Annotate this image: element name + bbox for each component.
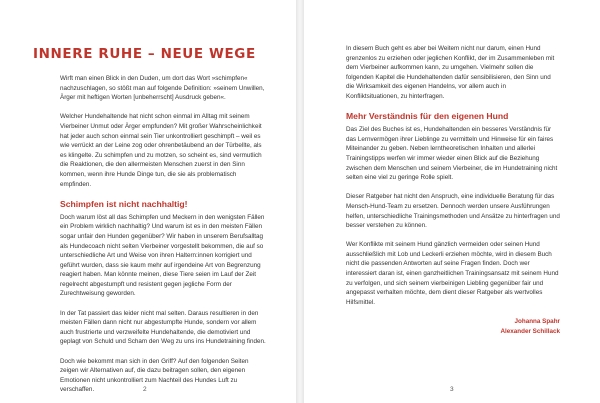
author-signature bbox=[346, 317, 560, 337]
author-name-2: Alexander Schillack bbox=[500, 328, 560, 336]
paragraph-3: Doch wie bekommt man sich in den Griff? Auf den folgenden Seiten zeigen wir Alternativen auf, die dazu beitragen sollen, den eigenen Emotionen nicht unkontrolliert zum Nachteil des Hundes Luft zu verschaffen. bbox=[60, 357, 249, 394]
author-name-1: Johanna Spahr bbox=[514, 318, 560, 326]
right-paragraph-1: In diesem Buch geht es aber bei Weitem nicht nur darum, einen Hund grenzenlos zu erziehen oder jeglichen Konflikt, der im Zusammenleben mit dem Vierbeiner aufkommen kann, zu umgehen. Vielmehr sollen die folgenden Kapitel die Hundehaltenden dafür sensibilisieren, den Sinn und die Wirksamkeit des eigenen Handelns, vor allem auch in Konfliktsituationen, zu hinterfragen. bbox=[346, 45, 555, 100]
right-paragraph-3: Dieser Ratgeber hat nicht den Anspruch, eine individuelle Beratung für das Mensch-Hund-Team zu ersetzen. Dennoch werden unsere Ausführungen helfen, unterschiedliche Trainingsmethoden und Ansätze zu hinterfragen und besser verstehen zu können. bbox=[346, 193, 560, 230]
chapter-title: INNERE RUHE – NEUE WEGE bbox=[33, 46, 256, 62]
right-paragraph-2: Das Ziel des Buches ist es, Hundehaltenden ein besseres Verständnis für das Lernvermögen ihrer Lieblinge zu vermitteln und Hinweise für ein faires Miteinander zu geben. Neben lerntheoretischen Inhalten und allerlei Trainingstipps werfen wir immer wieder einen Blick auf die Beziehung zwischen dem Menschen und seinem Vierbeiner, die im Hundetraining nicht selten eine viel zu geringe Rolle spielt. bbox=[346, 126, 558, 182]
paragraph-2: In der Tat passiert das leider nicht mal selten. Daraus resultieren in den meisten Fällen dann nicht nur abgestumpfte Hunde, sondern vor allem auch frustrierte und verzweifelte Hundehaltende, die demotiviert und geplagt von Schuld und Scham den Weg zu uns ins Hundetraining finden. bbox=[60, 309, 266, 346]
page-number-left: 2 bbox=[143, 386, 147, 393]
right-paragraph-4: Wer Konflikte mit seinem Hund gänzlich vermeiden oder seinen Hund ausschließlich mit Lob und Leckerli erziehen möchte, wird in diesem Buch nicht die passenden Antworten auf seine Fragen finden. Doch wer interessiert daran ist, einen ganzheitlichen Trainingsansatz mit seinem Hund zu verfolgen, und sich seinem vierbeinigen Liebling gegenüber fair und angepasst verhalten möchte, dem dient dieser Ratgeber als wertvolles Hilfsmittel. bbox=[346, 241, 559, 306]
left-text-column bbox=[60, 74, 268, 403]
paragraph-1: Doch warum löst all das Schimpfen und Meckern in den wenigsten Fällen ein Problem wirklich nachhaltig? Und warum ist es in den meisten Fällen sogar unfair den Hunden gegenüber? Wir haben in unserem Berufsalltag als Hundecoach nicht selten Vierbeiner vorgestellt bekommen, die auf so unterschiedliche Art und Weise von ihren Haltern:innen korrigiert und geführt wurden, dass sie kaum mehr auf irgendeine Art von Begrenzung reagiert haben. Man könnte meinen, diese Tiere seien im Lauf der Zeit regelrecht abgestumpft und resistent gegen jegliche Form der Zurechtweisung geworden. bbox=[60, 213, 265, 298]
section-heading-schimpfen: Schimpfen ist nicht nachhaltig! bbox=[60, 198, 188, 209]
intro-paragraph-1: Wirft man einen Blick in den Duden, um dort das Wort »schimpfen« nachzuschlagen, so stößt man auf folgende Definition: »seinem Unwillen, Ärger mit heftigen Worten [unbeherrscht] Ausdruck geben«. bbox=[60, 75, 265, 102]
intro-paragraph-2: Welcher Hundehaltende hat nicht schon einmal im Alltag mit seinem Vierbeiner Unmut oder Ärger empfunden? Mit großer Wahrscheinlichkeit hat jeder auch schon einmal sein Tier unkontrolliert geschimpft – weil es wie verrückt an der Leine zog oder ohrenbetäubend an der Türbellte, als es klingelte. Zu schimpfen und zu motzen, so scheint es, sind vermutlich die Reaktionen, die den allermeisten Menschen zuerst in den Sinn kommen, wenn ihre Hunde Dinge tun, die sie als problematisch empfinden. bbox=[60, 113, 262, 188]
right-text-column bbox=[346, 44, 560, 337]
left-page bbox=[0, 0, 296, 403]
page-number-right: 3 bbox=[450, 386, 454, 393]
book-gutter bbox=[296, 0, 304, 403]
section-heading-verstaendnis: Mehr Verständnis für den eigenen Hund bbox=[346, 111, 509, 122]
